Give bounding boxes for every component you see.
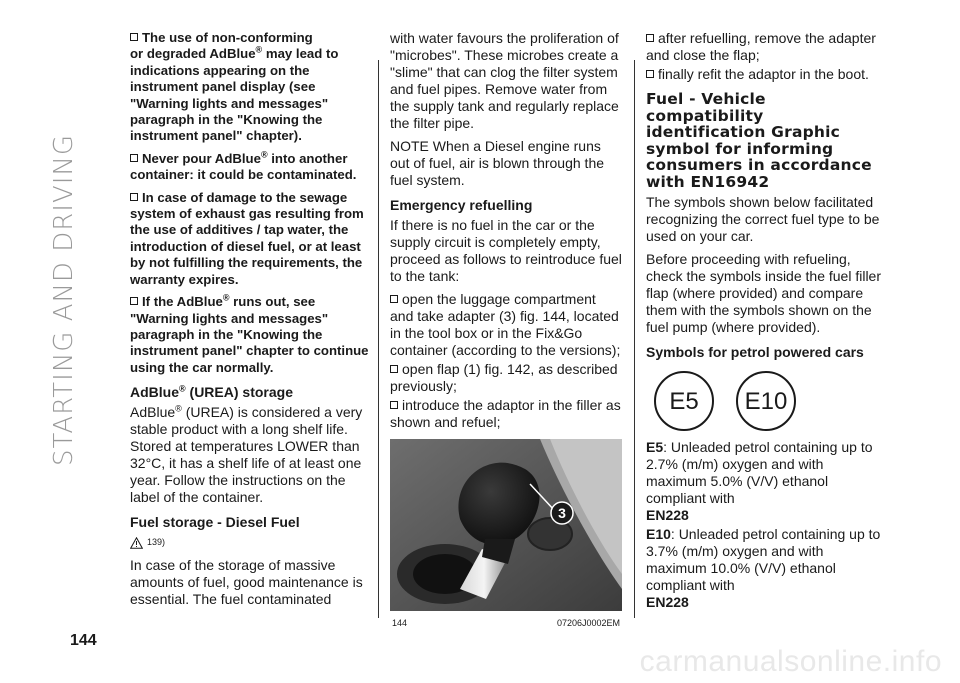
heading-fuel-compatibility: Fuel - Vehicle compatibility identification Graphic symbol for informing consumers in accordance with EN16942 — [646, 90, 872, 191]
page-number: 144 — [70, 632, 97, 649]
e5-description: E5: Unleaded petrol containing up to 2.7% (m/m) oxygen and with maximum 5.0% (V/V) ethanol compliant with EN228 — [646, 439, 873, 523]
adblue-storage-text: AdBlue® (UREA) is considered a very stable product with a long shelf life. Stored at temperatures LOWER than 32°C, it has a shelf life of at least one year. Follow the instructions on the label of the container. — [130, 403, 363, 506]
step-bullet-3: introduce the adaptor in the filler as shown and refuel; — [390, 397, 621, 430]
step-bullet-1: open the luggage compartment and take adapter (3) fig. 144, located in the tool box or in the Fix&Go container (according to the versions); — [390, 291, 621, 358]
fuel-symbols — [654, 371, 886, 431]
bullet-box-icon — [390, 365, 398, 373]
bullet-box-icon — [130, 33, 138, 41]
bullet-box-icon — [646, 70, 654, 78]
fuel-symbols-intro: The symbols shown below facilitated recognizing the correct fuel type to be used on your car. — [646, 194, 880, 244]
bullet-box-icon — [130, 193, 138, 201]
column-3 — [646, 30, 886, 617]
warning-bullet-2: Never pour AdBlue® into another container: it could be contaminated. — [130, 149, 357, 183]
heading-emergency-refuelling: Emergency refuelling — [390, 197, 533, 213]
step-bullet-2: open flap (1) fig. 142, as described previously; — [390, 361, 618, 394]
heading-fuel-storage: Fuel storage - Diesel Fuel — [130, 514, 300, 531]
heading-adblue-storage: AdBlue® (UREA) storage — [130, 383, 293, 401]
column-1 — [130, 30, 370, 614]
step-bullet-5: finally refit the adaptor in the boot. — [646, 66, 886, 83]
column-2 — [390, 30, 622, 632]
column-divider — [634, 60, 635, 618]
figure-number: 144 — [392, 618, 408, 628]
fuel-storage-text: In case of the storage of massive amounts of fuel, good maintenance is essential. The fuel contaminated — [130, 557, 363, 608]
bullet-box-icon — [130, 154, 138, 162]
diesel-note: NOTE When a Diesel engine runs out of fuel, air is blown through the fuel system. — [390, 138, 605, 188]
figure-code: 07206J0002EM — [556, 618, 620, 628]
fuel-symbol-e10: E10 — [736, 371, 796, 431]
fuel-symbols-check: Before proceeding with refueling, check the symbols inside the fuel filler flap (where provided) and compare them with the symbols shown on the fuel pump (where provided). — [646, 251, 881, 335]
column-divider — [378, 60, 379, 618]
heading-petrol-symbols: Symbols for petrol powered cars — [646, 344, 864, 360]
figure-refuelling-adapter — [390, 439, 622, 611]
section-side-title: STARTING AND DRIVING — [49, 133, 79, 467]
warning-triangle-icon — [130, 537, 143, 549]
bullet-box-icon — [646, 34, 654, 42]
fuel-contamination-text: with water favours the proliferation of "microbes". These microbes create a "slime" that can clog the filter system and fuel pipes. Remove water from the supply tank and regularly replace the filter pipe. — [390, 30, 619, 131]
bullet-box-icon — [390, 295, 398, 303]
fuel-symbol-e5: E5 — [654, 371, 714, 431]
site-watermark: carmanualsonline.info — [639, 645, 942, 678]
step-bullet-4: after refuelling, remove the adapter and close the flap; — [646, 30, 876, 63]
refuelling-adapter-illustration — [390, 439, 622, 611]
e10-description: E10: Unleaded petrol containing up to 3.7% (m/m) oxygen and with maximum 10.0% (V/V) ethanol compliant with EN228 — [646, 526, 881, 610]
warning-bullet-1: The use of non-conforming or degraded AdBlue® may lead to indications appearing on the instrument panel display (see "Warning lights and messages" paragraph in the "Knowing the instrument panel" chapter). — [130, 30, 339, 144]
emergency-refuelling-text: If there is no fuel in the car or the supply circuit is completely empty, proceed as follows to reintroduce fuel to the tank: — [390, 217, 622, 284]
bullet-box-icon — [130, 297, 138, 305]
figure-caption — [390, 615, 622, 632]
warning-bullet-3: In case of damage to the sewage system of exhaust gas resulting from the use of additives / tap water, the introduction of diesel fuel, or at least by not fulfilling the requirements, the warranty expires. — [130, 189, 364, 287]
bullet-box-icon — [390, 401, 398, 409]
warning-reference: 139) — [130, 534, 370, 551]
figure-callout-3: 3 — [558, 505, 566, 521]
warning-bullet-4: If the AdBlue® runs out, see "Warning lights and messages" paragraph in the "Knowing the instrument panel" chapter to continue using the car normally. — [130, 292, 369, 375]
